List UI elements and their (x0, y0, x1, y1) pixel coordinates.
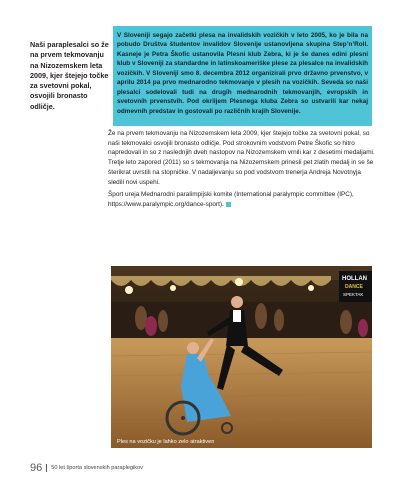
banner-text-1: HOLLAN (342, 276, 367, 282)
photo-illustration (111, 266, 372, 448)
sidebar-pull-quote: Naši paraplesalci so že na prvem tekmovanju na Nizozemskem leta 2009, kjer štejejo točke za svetovni pokal, osvojili bronasto odličje. (30, 40, 109, 111)
body-paragraph: Že na prvem tekmovanju na Nizozemskem leta 2009, kjer štejejo točke za svetovni pokal, so naši tekmovalci osvojili bronasto odličje. Pod strokovnim vodstvom Petre Škofic so hitro napredovali in so z naslednjih dveh nastopov na Nizozemskem vrnili kar z desetimi medaljami. Tretje leto zapored (2011) so s tekmovanja na Nizozemskem prinesli pet zlatih medalj in se še šterikrat uvrstili na stopničke. V nadaljevanju so pod vodstvom trenerja Andreja Novotnyja sledili novi uspehi. (108, 130, 375, 186)
page-footer (30, 462, 143, 474)
banner-text-3: SPEKTAK (343, 292, 364, 297)
page-number: 96 (30, 462, 43, 474)
ipc-text: Šport ureja Mednarodni paralimpijski komite (International paralympic committee (IPC), https://www.paralympic.org/dance-sport). (108, 191, 354, 208)
highlight-box: V Sloveniji segajo začetki plesa na invalidskih vozičkih v leto 2005, ko je bila na pobudo Društva študentov invalidov Slovenije ustanovljena skupina Step’n’Roll. Kasneje je Petra Škofic ustanovila Plesni klub Zebra, ki je še danes edini plesni klub v Sloveniji za standardne in latinskoameriške plese za plesalce na invalidskih vozičkih. V Sloveniji smo 8. decembra 2012 organizirali prvo državno prvenstvo, v aprilu 2014 pa prvo mednarodno tekmovanje v plesih na vozičkih. Seveda so naši plesalci sodelovali tudi na drugih mednarodnih tekmovanjih, evropskih in svetovnih prvenstvih. Pod okriljem Plesnega kluba Zebra so ustvarili kar nekaj odmevnih predstav in gostovali po različnih krajih Slovenije. (113, 26, 372, 126)
banner-text-2: DANCE (345, 284, 363, 290)
end-of-article-marker (226, 202, 231, 207)
body-paragraph-ipc (108, 190, 376, 209)
article-body (108, 129, 376, 213)
footer-book-title: 50 let športa slovenskih paraplegikov (51, 465, 143, 471)
photo-caption: Ples na vozičku je lahko zelo atraktiven (117, 439, 215, 445)
wheelchair-dance-photo (111, 266, 372, 448)
footer-divider (46, 464, 47, 472)
